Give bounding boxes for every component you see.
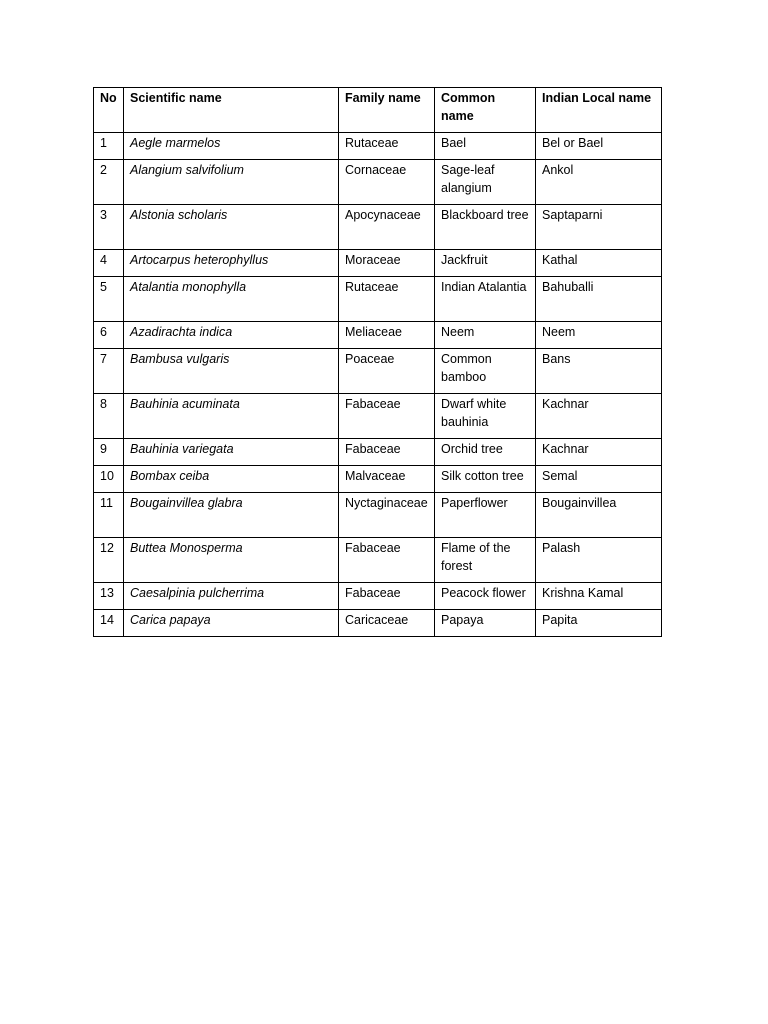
cell-scientific-name: Artocarpus heterophyllus	[124, 250, 339, 277]
table-row	[94, 439, 662, 466]
cell-no: 9	[94, 439, 124, 466]
cell-no: 7	[94, 349, 124, 394]
table-row	[94, 322, 662, 349]
cell-common-name: Silk cotton tree	[435, 466, 536, 493]
cell-scientific-name: Carica papaya	[124, 610, 339, 637]
cell-scientific-name: Atalantia monophylla	[124, 277, 339, 322]
cell-no: 1	[94, 133, 124, 160]
cell-scientific-name: Buttea Monosperma	[124, 538, 339, 583]
cell-family-name: Rutaceae	[339, 133, 435, 160]
cell-no: 11	[94, 493, 124, 538]
table-row	[94, 205, 662, 250]
cell-no: 13	[94, 583, 124, 610]
cell-no: 14	[94, 610, 124, 637]
cell-common-name: Common bamboo	[435, 349, 536, 394]
cell-family-name: Moraceae	[339, 250, 435, 277]
cell-no: 2	[94, 160, 124, 205]
cell-no: 4	[94, 250, 124, 277]
header-scientific-name: Scientific name	[124, 88, 339, 133]
table-header-row	[94, 88, 662, 133]
table-row	[94, 583, 662, 610]
cell-common-name: Paperflower	[435, 493, 536, 538]
cell-local-name: Kachnar	[536, 394, 662, 439]
cell-family-name: Poaceae	[339, 349, 435, 394]
cell-no: 12	[94, 538, 124, 583]
cell-scientific-name: Caesalpinia pulcherrima	[124, 583, 339, 610]
cell-common-name: Jackfruit	[435, 250, 536, 277]
table-row	[94, 349, 662, 394]
table-row	[94, 610, 662, 637]
cell-local-name: Saptaparni	[536, 205, 662, 250]
cell-common-name: Flame of the forest	[435, 538, 536, 583]
header-common-name: Common name	[435, 88, 536, 133]
cell-scientific-name: Azadirachta indica	[124, 322, 339, 349]
cell-common-name: Sage-leaf alangium	[435, 160, 536, 205]
cell-family-name: Rutaceae	[339, 277, 435, 322]
header-family-name: Family name	[339, 88, 435, 133]
cell-local-name: Kachnar	[536, 439, 662, 466]
cell-common-name: Blackboard tree	[435, 205, 536, 250]
cell-local-name: Bel or Bael	[536, 133, 662, 160]
cell-scientific-name: Alangium salvifolium	[124, 160, 339, 205]
cell-common-name: Papaya	[435, 610, 536, 637]
cell-scientific-name: Alstonia scholaris	[124, 205, 339, 250]
cell-family-name: Caricaceae	[339, 610, 435, 637]
cell-scientific-name: Bauhinia acuminata	[124, 394, 339, 439]
cell-local-name: Bougainvillea	[536, 493, 662, 538]
cell-scientific-name: Bambusa vulgaris	[124, 349, 339, 394]
cell-common-name: Neem	[435, 322, 536, 349]
cell-common-name: Bael	[435, 133, 536, 160]
cell-family-name: Nyctaginaceae	[339, 493, 435, 538]
cell-local-name: Ankol	[536, 160, 662, 205]
table-row	[94, 277, 662, 322]
cell-no: 6	[94, 322, 124, 349]
table-row	[94, 160, 662, 205]
cell-no: 10	[94, 466, 124, 493]
cell-family-name: Meliaceae	[339, 322, 435, 349]
cell-scientific-name: Aegle marmelos	[124, 133, 339, 160]
table-row	[94, 133, 662, 160]
cell-family-name: Fabaceae	[339, 439, 435, 466]
cell-local-name: Bahuballi	[536, 277, 662, 322]
cell-scientific-name: Bombax ceiba	[124, 466, 339, 493]
cell-local-name: Neem	[536, 322, 662, 349]
cell-family-name: Malvaceae	[339, 466, 435, 493]
cell-scientific-name: Bougainvillea glabra	[124, 493, 339, 538]
cell-common-name: Indian Atalantia	[435, 277, 536, 322]
table-row	[94, 493, 662, 538]
cell-local-name: Palash	[536, 538, 662, 583]
table-row	[94, 466, 662, 493]
cell-family-name: Cornaceae	[339, 160, 435, 205]
cell-no: 5	[94, 277, 124, 322]
header-indian-local-name: Indian Local name	[536, 88, 662, 133]
cell-local-name: Kathal	[536, 250, 662, 277]
cell-common-name: Dwarf white bauhinia	[435, 394, 536, 439]
cell-family-name: Apocynaceae	[339, 205, 435, 250]
table-row	[94, 538, 662, 583]
cell-no: 8	[94, 394, 124, 439]
plant-species-table	[93, 87, 662, 637]
cell-common-name: Orchid tree	[435, 439, 536, 466]
cell-scientific-name: Bauhinia variegata	[124, 439, 339, 466]
table-row	[94, 250, 662, 277]
cell-common-name: Peacock flower	[435, 583, 536, 610]
cell-family-name: Fabaceae	[339, 394, 435, 439]
cell-local-name: Papita	[536, 610, 662, 637]
cell-local-name: Krishna Kamal	[536, 583, 662, 610]
cell-local-name: Semal	[536, 466, 662, 493]
table-row	[94, 394, 662, 439]
cell-no: 3	[94, 205, 124, 250]
cell-family-name: Fabaceae	[339, 538, 435, 583]
cell-local-name: Bans	[536, 349, 662, 394]
cell-family-name: Fabaceae	[339, 583, 435, 610]
header-no: No	[94, 88, 124, 133]
